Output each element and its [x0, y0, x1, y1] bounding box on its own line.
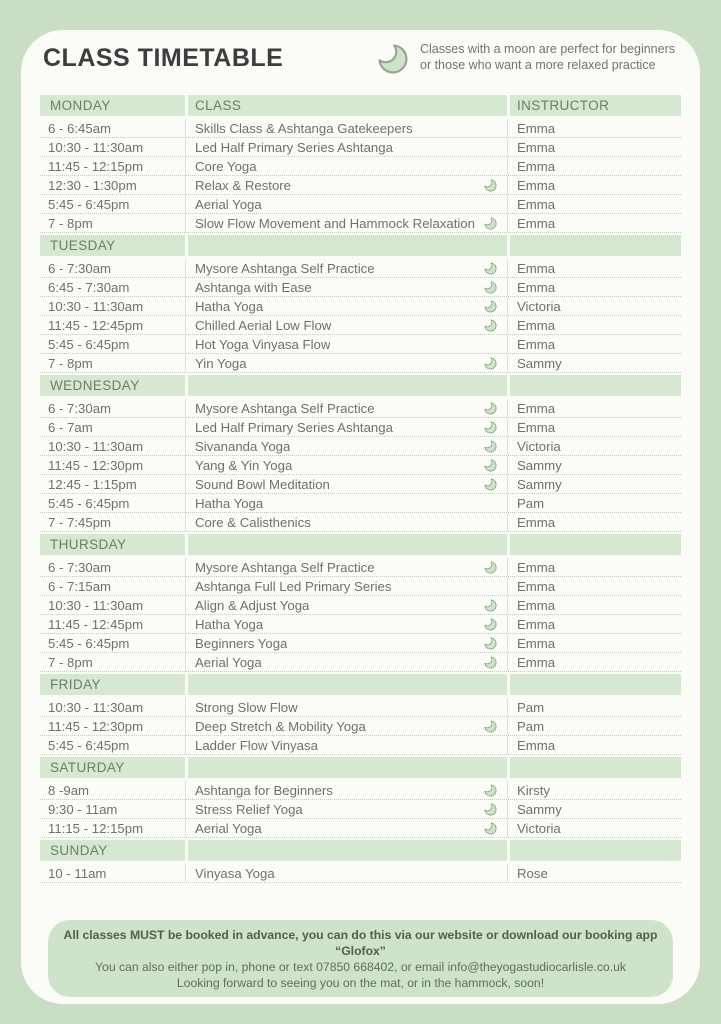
class-column-header — [185, 674, 507, 695]
moon-icon — [483, 280, 498, 295]
instructor-column-header — [507, 375, 681, 396]
table-row — [40, 399, 681, 418]
moon-icon — [483, 636, 498, 651]
class-cell — [185, 456, 507, 474]
time-cell: 6 - 7am — [48, 419, 93, 435]
moon-icon — [483, 617, 498, 632]
class-name: Align & Adjust Yoga — [195, 597, 310, 613]
instructor-cell: Emma — [507, 195, 681, 213]
table-row — [40, 297, 681, 316]
time-cell: 11:45 - 12:15pm — [48, 158, 144, 174]
time-cell: 11:15 - 12:15pm — [48, 820, 144, 836]
class-cell — [185, 800, 507, 818]
instructor-cell: Victoria — [507, 297, 681, 315]
time-cell: 11:45 - 12:45pm — [48, 616, 144, 632]
instructor-cell: Pam — [507, 494, 681, 512]
day-band — [40, 375, 681, 396]
class-cell — [185, 297, 507, 315]
class-name: Chilled Aerial Low Flow — [195, 317, 332, 333]
time-cell: 8 -9am — [48, 782, 90, 798]
class-name: Hot Yoga Vinyasa Flow — [195, 336, 331, 352]
table-row — [40, 717, 681, 736]
day-rows — [40, 781, 681, 838]
booking-line-2: You can also either pop in, phone or text 07850 668402, or email info@theyogastudiocarlisle.co.uk — [95, 960, 626, 974]
table-row — [40, 138, 681, 157]
class-name: Hatha Yoga — [195, 495, 264, 511]
day-band — [40, 757, 681, 778]
class-column-header — [185, 375, 507, 396]
class-cell — [185, 596, 507, 614]
time-cell: 6:45 - 7:30am — [48, 279, 130, 295]
class-name: Skills Class & Ashtanga Gatekeepers — [195, 120, 413, 136]
table-row — [40, 475, 681, 494]
class-name: Slow Flow Movement and Hammock Relaxation — [195, 215, 475, 231]
time-cell: 7 - 8pm — [48, 215, 93, 231]
time-cell: 7 - 8pm — [48, 654, 93, 670]
class-name: Core Yoga — [195, 158, 257, 174]
table-row — [40, 456, 681, 475]
class-name: Deep Stretch & Mobility Yoga — [195, 718, 366, 734]
instructor-cell: Emma — [507, 138, 681, 156]
time-cell: 5:45 - 6:45pm — [48, 336, 130, 352]
class-name: Beginners Yoga — [195, 635, 288, 651]
moon-icon — [483, 299, 498, 314]
instructor-cell: Sammy — [507, 354, 681, 372]
moon-icon — [483, 802, 498, 817]
time-cell: 10:30 - 11:30am — [48, 298, 144, 314]
table-row — [40, 494, 681, 513]
instructor-cell: Kirsty — [507, 781, 681, 799]
instructor-column-header — [507, 840, 681, 861]
instructor-cell: Victoria — [507, 819, 681, 837]
moon-icon — [483, 420, 498, 435]
time-cell: 10:30 - 11:30am — [48, 139, 144, 155]
class-name: Ashtanga for Beginners — [195, 782, 333, 798]
day-label: SATURDAY — [40, 757, 185, 778]
table-row — [40, 335, 681, 354]
table-row — [40, 437, 681, 456]
moon-legend — [375, 41, 675, 77]
class-name: Hatha Yoga — [195, 616, 264, 632]
class-name: Core & Calisthenics — [195, 514, 311, 530]
instructor-cell: Pam — [507, 698, 681, 716]
time-cell: 11:45 - 12:30pm — [48, 718, 144, 734]
moon-icon — [483, 560, 498, 575]
table-row — [40, 278, 681, 297]
instructor-cell: Emma — [507, 335, 681, 353]
time-cell: 6 - 7:30am — [48, 400, 112, 416]
class-name: Stress Relief Yoga — [195, 801, 303, 817]
table-row — [40, 418, 681, 437]
moon-icon — [483, 178, 498, 193]
instructor-column-header — [507, 674, 681, 695]
class-cell — [185, 864, 507, 882]
day-rows — [40, 259, 681, 373]
table-row — [40, 119, 681, 138]
instructor-cell: Emma — [507, 558, 681, 576]
time-cell: 12:45 - 1:15pm — [48, 476, 137, 492]
class-column-header: CLASS — [185, 95, 507, 116]
class-cell — [185, 399, 507, 417]
header — [40, 39, 681, 77]
instructor-column-header — [507, 235, 681, 256]
legend-line-1: Classes with a moon are perfect for beginners — [420, 42, 675, 56]
time-cell: 11:45 - 12:30pm — [48, 457, 144, 473]
class-cell — [185, 259, 507, 277]
day-rows — [40, 119, 681, 233]
time-cell: 5:45 - 6:45pm — [48, 635, 130, 651]
time-cell: 5:45 - 6:45pm — [48, 495, 130, 511]
table-row — [40, 214, 681, 233]
time-cell: 9:30 - 11am — [48, 801, 118, 817]
instructor-cell: Emma — [507, 634, 681, 652]
moon-icon — [483, 261, 498, 276]
booking-line-1: All classes MUST be booked in advance, you can do this via our website or download our booking app “Glofox” — [63, 928, 658, 958]
class-name: Mysore Ashtanga Self Practice — [195, 260, 375, 276]
legend-text — [420, 41, 675, 73]
table-row — [40, 558, 681, 577]
time-cell: 5:45 - 6:45pm — [48, 196, 130, 212]
class-cell — [185, 214, 507, 232]
table-row — [40, 736, 681, 755]
class-name: Sivananda Yoga — [195, 438, 291, 454]
class-name: Mysore Ashtanga Self Practice — [195, 400, 375, 416]
class-name: Yin Yoga — [195, 355, 247, 371]
day-label: TUESDAY — [40, 235, 185, 256]
class-cell — [185, 577, 507, 595]
class-name: Ashtanga Full Led Primary Series — [195, 578, 392, 594]
time-cell: 6 - 7:30am — [48, 559, 112, 575]
instructor-cell: Rose — [507, 864, 681, 882]
day-rows — [40, 399, 681, 532]
time-cell: 6 - 7:30am — [48, 260, 112, 276]
moon-icon — [483, 458, 498, 473]
class-cell — [185, 316, 507, 334]
instructor-cell: Emma — [507, 615, 681, 633]
class-name: Aerial Yoga — [195, 654, 262, 670]
class-name: Mysore Ashtanga Self Practice — [195, 559, 375, 575]
timetable-card — [21, 30, 700, 1004]
instructor-cell: Emma — [507, 316, 681, 334]
class-name: Ladder Flow Vinyasa — [195, 737, 318, 753]
class-cell — [185, 634, 507, 652]
class-cell — [185, 615, 507, 633]
table-row — [40, 596, 681, 615]
class-name: Relax & Restore — [195, 177, 292, 193]
table-row — [40, 864, 681, 883]
instructor-cell: Emma — [507, 157, 681, 175]
table-row — [40, 634, 681, 653]
time-cell: 12:30 - 1:30pm — [48, 177, 137, 193]
instructor-cell: Emma — [507, 399, 681, 417]
class-cell — [185, 138, 507, 156]
booking-banner — [48, 920, 673, 997]
class-cell — [185, 195, 507, 213]
time-cell: 11:45 - 12:45pm — [48, 317, 144, 333]
class-name: Led Half Primary Series Ashtanga — [195, 139, 393, 155]
class-name: Strong Slow Flow — [195, 699, 298, 715]
day-rows — [40, 558, 681, 672]
class-name: Aerial Yoga — [195, 820, 262, 836]
time-cell: 10 - 11am — [48, 865, 107, 881]
class-cell — [185, 513, 507, 531]
moon-icon — [483, 783, 498, 798]
table-row — [40, 259, 681, 278]
day-band — [40, 95, 681, 116]
instructor-cell: Sammy — [507, 475, 681, 493]
class-cell — [185, 558, 507, 576]
instructor-cell: Emma — [507, 278, 681, 296]
instructor-column-header — [507, 757, 681, 778]
instructor-cell: Emma — [507, 513, 681, 531]
page-title: CLASS TIMETABLE — [43, 44, 284, 72]
table-row — [40, 615, 681, 634]
table-row — [40, 157, 681, 176]
day-label: MONDAY — [40, 95, 185, 116]
instructor-cell: Emma — [507, 653, 681, 671]
instructor-cell: Emma — [507, 418, 681, 436]
table-row — [40, 577, 681, 596]
moon-icon — [483, 821, 498, 836]
moon-icon — [483, 477, 498, 492]
instructor-cell: Victoria — [507, 437, 681, 455]
moon-icon — [483, 356, 498, 371]
class-cell — [185, 653, 507, 671]
day-band — [40, 840, 681, 861]
day-rows — [40, 698, 681, 755]
time-cell: 6 - 6:45am — [48, 120, 112, 136]
day-band — [40, 235, 681, 256]
class-cell — [185, 119, 507, 137]
table-row — [40, 316, 681, 335]
time-cell: 5:45 - 6:45pm — [48, 737, 130, 753]
class-cell — [185, 819, 507, 837]
day-band — [40, 674, 681, 695]
class-column-header — [185, 534, 507, 555]
instructor-column-header — [507, 534, 681, 555]
table-row — [40, 819, 681, 838]
class-cell — [185, 437, 507, 455]
day-rows — [40, 864, 681, 883]
table-row — [40, 698, 681, 717]
class-cell — [185, 717, 507, 735]
booking-line-3: Looking forward to seeing you on the mat, or in the hammock, soon! — [176, 976, 545, 990]
table-row — [40, 513, 681, 532]
moon-icon — [483, 216, 498, 231]
class-cell — [185, 494, 507, 512]
instructor-cell: Emma — [507, 259, 681, 277]
table-row — [40, 354, 681, 373]
moon-icon — [483, 598, 498, 613]
table-row — [40, 176, 681, 195]
class-cell — [185, 736, 507, 754]
day-band — [40, 534, 681, 555]
card-content — [21, 30, 700, 997]
moon-icon — [375, 41, 411, 77]
class-cell — [185, 157, 507, 175]
time-cell: 7 - 8pm — [48, 355, 93, 371]
class-cell — [185, 278, 507, 296]
class-cell — [185, 354, 507, 372]
day-label: SUNDAY — [40, 840, 185, 861]
class-name: Hatha Yoga — [195, 298, 264, 314]
moon-icon — [483, 719, 498, 734]
class-name: Ashtanga with Ease — [195, 279, 312, 295]
class-name: Yang & Yin Yoga — [195, 457, 293, 473]
class-column-header — [185, 235, 507, 256]
class-cell — [185, 698, 507, 716]
class-column-header — [185, 840, 507, 861]
class-cell — [185, 781, 507, 799]
class-name: Sound Bowl Meditation — [195, 476, 330, 492]
instructor-cell: Emma — [507, 596, 681, 614]
table-row — [40, 195, 681, 214]
class-name: Vinyasa Yoga — [195, 865, 275, 881]
class-timetable — [40, 95, 681, 883]
moon-icon — [483, 655, 498, 670]
class-name: Led Half Primary Series Ashtanga — [195, 419, 393, 435]
table-row — [40, 781, 681, 800]
time-cell: 10:30 - 11:30am — [48, 597, 144, 613]
instructor-cell: Pam — [507, 717, 681, 735]
instructor-cell: Sammy — [507, 456, 681, 474]
moon-icon — [483, 401, 498, 416]
instructor-cell: Emma — [507, 577, 681, 595]
instructor-cell: Emma — [507, 214, 681, 232]
class-column-header — [185, 757, 507, 778]
moon-icon — [483, 439, 498, 454]
table-row — [40, 653, 681, 672]
day-label: WEDNESDAY — [40, 375, 185, 396]
class-name: Aerial Yoga — [195, 196, 262, 212]
instructor-cell: Emma — [507, 119, 681, 137]
class-cell — [185, 335, 507, 353]
day-label: FRIDAY — [40, 674, 185, 695]
time-cell: 6 - 7:15am — [48, 578, 112, 594]
instructor-column-header: INSTRUCTOR — [507, 95, 681, 116]
time-cell: 10:30 - 11:30am — [48, 699, 144, 715]
time-cell: 10:30 - 11:30am — [48, 438, 144, 454]
class-cell — [185, 418, 507, 436]
instructor-cell: Emma — [507, 176, 681, 194]
instructor-cell: Emma — [507, 736, 681, 754]
table-row — [40, 800, 681, 819]
day-label: THURSDAY — [40, 534, 185, 555]
class-cell — [185, 176, 507, 194]
time-cell: 7 - 7:45pm — [48, 514, 112, 530]
instructor-cell: Sammy — [507, 800, 681, 818]
class-cell — [185, 475, 507, 493]
moon-icon — [483, 318, 498, 333]
legend-line-2: or those who want a more relaxed practice — [420, 58, 656, 72]
